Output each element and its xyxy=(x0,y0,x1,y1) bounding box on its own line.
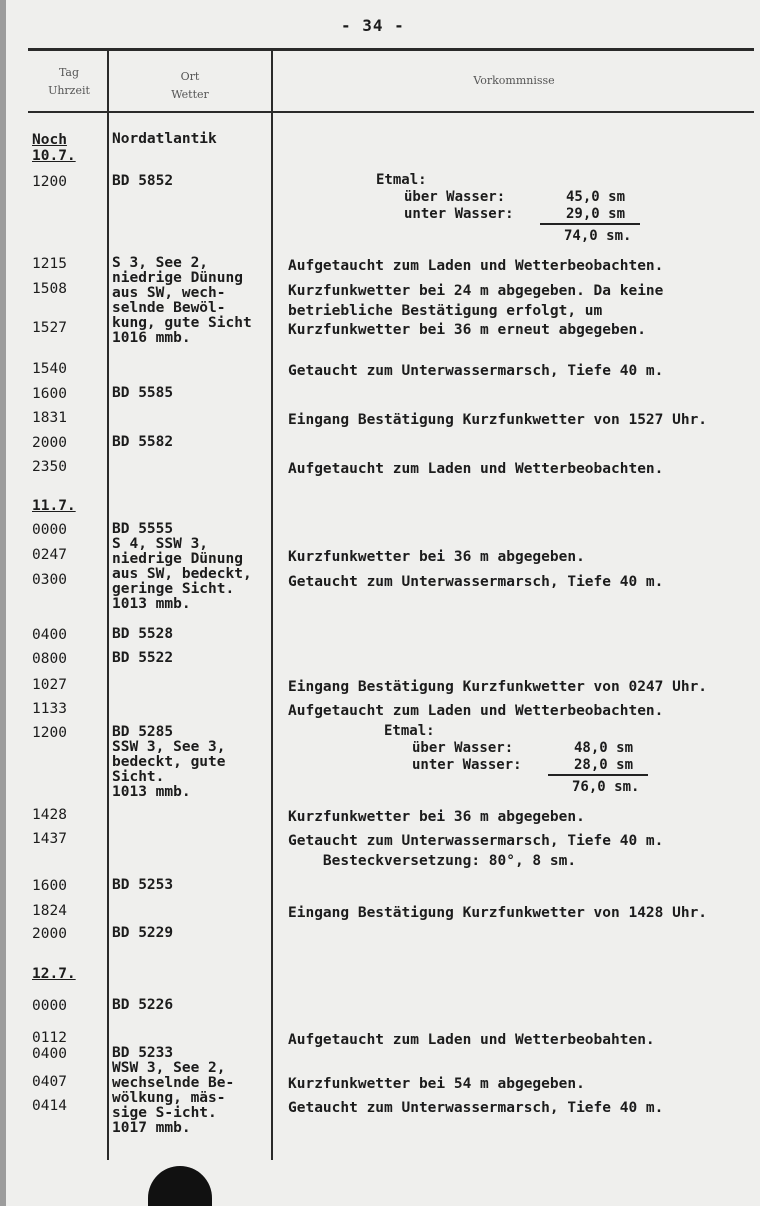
header-top-rule xyxy=(28,48,754,51)
log-place-weather: BD 5226 xyxy=(112,997,174,1013)
etmal-total: 74,0 sm. xyxy=(564,228,632,244)
log-event: Aufgetaucht zum Laden und Wetterbeobachten. xyxy=(288,461,664,477)
log-event: Getaucht zum Unterwassermarsch, Tiefe 40 m. xyxy=(288,574,664,590)
log-time: 0800 xyxy=(32,651,67,667)
log-place-weather: BD 5233 WSW 3, See 2, wechselnde Be- wölkung, mäs- sige S-icht. 1017 mmb. xyxy=(112,1045,235,1136)
log-time: 0400 xyxy=(32,1046,67,1062)
log-time: 1600 xyxy=(32,386,67,402)
log-time: 0000 xyxy=(32,522,67,538)
log-event: Kurzfunkwetter bei 36 m abgegeben. xyxy=(288,549,585,565)
header-place-label: Ort xyxy=(180,70,200,83)
etmal-title: Etmal: xyxy=(376,172,427,188)
log-place-weather: BD 5852 xyxy=(112,173,174,189)
etmal-total: 76,0 sm. xyxy=(572,779,640,795)
log-place-weather: S 3, See 2, niedrige Dünung aus SW, wech- selnde Bewöl- kung, gute Sicht 1016 mmb. xyxy=(112,255,252,346)
header-day-label: Tag xyxy=(58,66,80,79)
log-place-weather: BD 5555 S 4, SSW 3, niedrige Dünung aus SW, bedeckt, geringe Sicht. 1013 mmb. xyxy=(112,521,252,612)
log-time: 1540 xyxy=(32,361,67,377)
log-time: 1824 xyxy=(32,903,67,919)
log-place-weather: BD 5522 xyxy=(112,650,174,666)
etmal-below-label: unter Wasser: xyxy=(412,757,522,773)
log-time: 2350 xyxy=(32,459,67,475)
log-place-weather: BD 5285 SSW 3, See 3, bedeckt, gute Sicht. 1013 mmb. xyxy=(112,724,226,800)
log-place-weather: BD 5528 xyxy=(112,626,174,642)
log-date: 12.7. xyxy=(32,966,76,982)
log-time: 1200 xyxy=(32,174,67,190)
log-event: Getaucht zum Unterwassermarsch, Tiefe 40 m. xyxy=(288,363,664,379)
log-time: 0414 xyxy=(32,1098,67,1114)
log-time: 0407 xyxy=(32,1074,67,1090)
etmal-above-label: über Wasser: xyxy=(404,189,506,205)
log-time: 1508 xyxy=(32,281,67,297)
etmal-below-label: unter Wasser: xyxy=(404,206,514,222)
column-divider-2 xyxy=(271,50,273,1160)
etmal-title: Etmal: xyxy=(384,723,435,739)
header-bottom-rule xyxy=(28,111,754,113)
header-place-weather xyxy=(110,68,270,104)
log-time: 1027 xyxy=(32,677,67,693)
log-time: 1527 xyxy=(32,320,67,336)
log-time: 1831 xyxy=(32,410,67,426)
log-time: 0000 xyxy=(32,998,67,1014)
etmal-below-value: 28,0 sm xyxy=(574,757,634,773)
log-time: 2000 xyxy=(32,926,67,942)
log-place-weather: BD 5229 xyxy=(112,925,174,941)
log-place-weather: BD 5585 xyxy=(112,385,174,401)
log-event: Kurzfunkwetter bei 36 m erneut abgegeben. xyxy=(288,322,646,338)
log-event: Kurzfunkwetter bei 54 m abgegeben. xyxy=(288,1076,585,1092)
log-event: Getaucht zum Unterwassermarsch, Tiefe 40 m. Besteckversetzung: 80°, 8 sm. xyxy=(288,833,664,869)
log-time: 0300 xyxy=(32,572,67,588)
log-date: Noch 10.7. xyxy=(32,132,76,164)
etmal-above-value: 45,0 sm xyxy=(566,189,626,205)
page-number: - 34 - xyxy=(341,16,405,35)
log-event: Eingang Bestätigung Kurzfunkwetter von 1428 Uhr. xyxy=(288,905,708,921)
ink-blot xyxy=(148,1166,212,1206)
log-event: Getaucht zum Unterwassermarsch, Tiefe 40 m. xyxy=(288,1100,664,1116)
log-time: 1133 xyxy=(32,701,67,717)
etmal-above-value: 48,0 sm xyxy=(574,740,634,756)
etmal-above-label: über Wasser: xyxy=(412,740,514,756)
header-events: Vorkommnisse xyxy=(473,74,555,87)
log-time: 1600 xyxy=(32,878,67,894)
header-day-time xyxy=(32,64,106,100)
etmal-sum-rule xyxy=(548,774,648,776)
log-time: 1437 xyxy=(32,831,67,847)
log-event: Kurzfunkwetter bei 36 m abgegeben. xyxy=(288,809,585,825)
log-place-weather: BD 5582 xyxy=(112,434,174,450)
log-event: Kurzfunkwetter bei 24 m abgegeben. Da keine betriebliche Bestätigung erfolgt, um xyxy=(288,283,664,319)
log-time: 0112 xyxy=(32,1030,67,1046)
log-time: 0247 xyxy=(32,547,67,563)
log-place-weather: BD 5253 xyxy=(112,877,174,893)
log-event: Eingang Bestätigung Kurzfunkwetter von 0247 Uhr. xyxy=(288,679,708,695)
header-weather-label: Wetter xyxy=(171,88,209,101)
log-time: 2000 xyxy=(32,435,67,451)
log-time: 1200 xyxy=(32,725,67,741)
etmal-below-value: 29,0 sm xyxy=(566,206,626,222)
log-event: Aufgetaucht zum Laden und Wetterbeobachten. xyxy=(288,703,664,719)
header-time-label: Uhrzeit xyxy=(48,84,90,97)
log-event: Aufgetaucht zum Laden und Wetterbeobahten. xyxy=(288,1032,655,1048)
log-time: 1215 xyxy=(32,256,67,272)
column-divider-1 xyxy=(107,50,109,1160)
log-event: Eingang Bestätigung Kurzfunkwetter von 1527 Uhr. xyxy=(288,412,708,428)
log-event: Aufgetaucht zum Laden und Wetterbeobachten. xyxy=(288,258,664,274)
document-page xyxy=(6,0,760,1206)
log-time: 0400 xyxy=(32,627,67,643)
log-place-weather: Nordatlantik xyxy=(112,131,217,147)
log-time: 1428 xyxy=(32,807,67,823)
log-date: 11.7. xyxy=(32,498,76,514)
etmal-sum-rule xyxy=(540,223,640,225)
